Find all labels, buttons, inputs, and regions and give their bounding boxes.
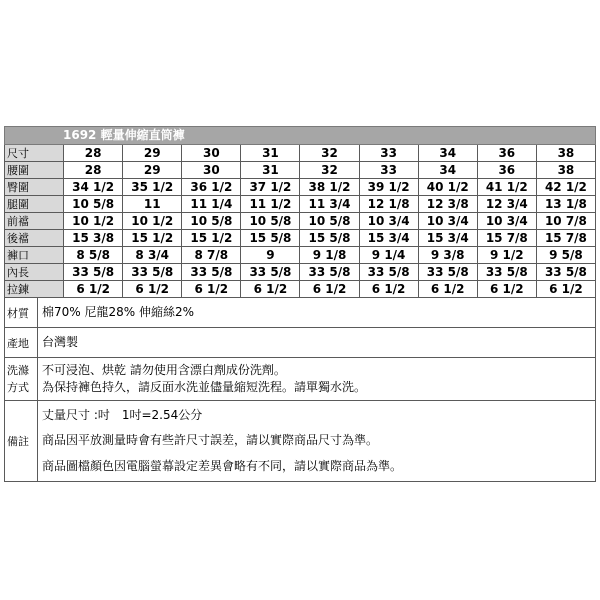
size-header-cell: 32 xyxy=(300,145,359,162)
measurement-cell: 28 xyxy=(64,162,123,179)
measurement-cell: 10 5/8 xyxy=(300,213,359,230)
measurement-cell: 12 1/8 xyxy=(359,196,418,213)
notes-line3: 商品圖檔顏色因電腦螢幕設定差異會略有不同，請以實際商品為準。 xyxy=(42,458,403,473)
measurement-cell: 34 1/2 xyxy=(64,179,123,196)
measurement-cell: 12 3/8 xyxy=(418,196,477,213)
measurement-row xyxy=(5,213,596,230)
product-title xyxy=(5,128,595,143)
size-header-cell: 34 xyxy=(418,145,477,162)
measurement-cell: 42 1/2 xyxy=(536,179,595,196)
measurement-cell: 15 5/8 xyxy=(241,230,300,247)
measurement-cell: 15 3/4 xyxy=(418,230,477,247)
measurement-cell: 33 5/8 xyxy=(300,264,359,281)
measurement-cell: 6 1/2 xyxy=(536,281,595,298)
measurement-label: 腿圍 xyxy=(5,196,64,213)
measurement-row xyxy=(5,179,596,196)
wash-label xyxy=(5,358,38,400)
measurement-cell: 33 5/8 xyxy=(182,264,241,281)
measurement-cell: 33 5/8 xyxy=(64,264,123,281)
product-spec-sheet xyxy=(4,126,596,482)
measurement-cell: 8 5/8 xyxy=(64,247,123,264)
material-row xyxy=(4,298,596,328)
measurement-cell: 10 7/8 xyxy=(536,213,595,230)
wash-value-cell xyxy=(38,358,595,400)
measurement-cell: 33 5/8 xyxy=(536,264,595,281)
measurement-cell: 38 1/2 xyxy=(300,179,359,196)
measurement-cell: 6 1/2 xyxy=(123,281,182,298)
notes-line2: 商品因平放測量時會有些許尺寸誤差，請以實際商品尺寸為準。 xyxy=(42,433,379,448)
title-row xyxy=(5,127,596,145)
measurement-cell: 39 1/2 xyxy=(359,179,418,196)
measurement-cell: 32 xyxy=(300,162,359,179)
measurement-cell: 40 1/2 xyxy=(418,179,477,196)
title-cell xyxy=(5,127,596,145)
measurement-cell: 9 5/8 xyxy=(536,247,595,264)
measurement-cell: 6 1/2 xyxy=(477,281,536,298)
material-label: 材質 xyxy=(5,298,38,327)
material-value: 棉70% 尼龍28% 伸縮絲2% xyxy=(42,305,195,319)
size-header-cell: 33 xyxy=(359,145,418,162)
wash-label-line2: 方式 xyxy=(7,381,29,394)
wash-label-line1: 洗滌 xyxy=(7,364,29,377)
measurement-cell: 10 3/4 xyxy=(477,213,536,230)
measurement-cell: 13 1/8 xyxy=(536,196,595,213)
size-header-cell: 38 xyxy=(536,145,595,162)
measurement-cell: 6 1/2 xyxy=(300,281,359,298)
size-header-cell: 31 xyxy=(241,145,300,162)
measurement-cell: 11 xyxy=(123,196,182,213)
measurement-cell: 15 1/2 xyxy=(182,230,241,247)
measurement-cell: 10 5/8 xyxy=(64,196,123,213)
measurement-cell: 9 xyxy=(241,247,300,264)
measurement-cell: 33 5/8 xyxy=(123,264,182,281)
measurement-cell: 37 1/2 xyxy=(241,179,300,196)
measurement-cell: 11 3/4 xyxy=(300,196,359,213)
measurement-cell: 33 xyxy=(359,162,418,179)
measurement-cell: 11 1/4 xyxy=(182,196,241,213)
measurement-cell: 10 1/2 xyxy=(64,213,123,230)
notes-label: 備註 xyxy=(5,401,38,481)
measurement-label: 拉鍊 xyxy=(5,281,64,298)
size-header-cell: 36 xyxy=(477,145,536,162)
origin-label: 產地 xyxy=(5,328,38,357)
notes-value-cell xyxy=(38,401,595,481)
measurement-cell: 15 7/8 xyxy=(536,230,595,247)
measurement-label: 內長 xyxy=(5,264,64,281)
measurement-cell: 35 1/2 xyxy=(123,179,182,196)
measurement-row xyxy=(5,264,596,281)
size-header-label: 尺寸 xyxy=(5,145,64,162)
measurement-cell: 33 5/8 xyxy=(418,264,477,281)
measurement-cell: 10 5/8 xyxy=(182,213,241,230)
size-header-cell: 30 xyxy=(182,145,241,162)
measurement-cell: 9 1/4 xyxy=(359,247,418,264)
measurement-cell: 9 1/2 xyxy=(477,247,536,264)
measurement-cell: 29 xyxy=(123,162,182,179)
measurement-label: 臀圍 xyxy=(5,179,64,196)
origin-value-cell xyxy=(38,328,595,357)
measurement-cell: 38 xyxy=(536,162,595,179)
measurement-cell: 11 1/2 xyxy=(241,196,300,213)
notes-line1: 丈量尺寸 :吋 1吋=2.54公分 xyxy=(42,408,203,423)
product-code: 1692 xyxy=(63,128,97,142)
measurement-cell: 41 1/2 xyxy=(477,179,536,196)
measurement-cell: 34 xyxy=(418,162,477,179)
measurement-cell: 10 1/2 xyxy=(123,213,182,230)
measurement-cell: 10 3/4 xyxy=(418,213,477,230)
wash-row xyxy=(4,358,596,401)
measurement-cell: 31 xyxy=(241,162,300,179)
measurement-cell: 30 xyxy=(182,162,241,179)
measurement-row xyxy=(5,247,596,264)
measurement-cell: 15 3/8 xyxy=(64,230,123,247)
measurement-row xyxy=(5,230,596,247)
measurement-cell: 33 5/8 xyxy=(477,264,536,281)
measurement-cell: 33 5/8 xyxy=(359,264,418,281)
size-header-cell: 29 xyxy=(123,145,182,162)
size-header-cell: 28 xyxy=(64,145,123,162)
measurement-cell: 8 3/4 xyxy=(123,247,182,264)
notes-row xyxy=(4,401,596,482)
measurement-cell: 10 3/4 xyxy=(359,213,418,230)
measurement-cell: 33 5/8 xyxy=(241,264,300,281)
measurement-cell: 9 1/8 xyxy=(300,247,359,264)
measurement-cell: 6 1/2 xyxy=(418,281,477,298)
measurement-cell: 6 1/2 xyxy=(182,281,241,298)
measurement-cell: 15 7/8 xyxy=(477,230,536,247)
measurement-cell: 6 1/2 xyxy=(241,281,300,298)
origin-value: 台灣製 xyxy=(42,335,79,349)
measurement-row xyxy=(5,281,596,298)
measurement-label: 前襠 xyxy=(5,213,64,230)
measurement-cell: 10 5/8 xyxy=(241,213,300,230)
measurement-cell: 8 7/8 xyxy=(182,247,241,264)
measurement-cell: 15 3/4 xyxy=(359,230,418,247)
product-name: 輕量伸縮直筒褲 xyxy=(100,128,185,142)
size-header-row xyxy=(5,145,596,162)
measurement-row xyxy=(5,196,596,213)
origin-row xyxy=(4,328,596,358)
measurement-cell: 15 5/8 xyxy=(300,230,359,247)
measurement-row xyxy=(5,162,596,179)
measurement-label: 後襠 xyxy=(5,230,64,247)
measurement-cell: 15 1/2 xyxy=(123,230,182,247)
measurement-cell: 12 3/4 xyxy=(477,196,536,213)
measurement-cell: 36 1/2 xyxy=(182,179,241,196)
measurement-cell: 36 xyxy=(477,162,536,179)
measurement-label: 腰圍 xyxy=(5,162,64,179)
size-table xyxy=(4,126,596,298)
measurement-cell: 9 3/8 xyxy=(418,247,477,264)
material-value-cell xyxy=(38,298,595,327)
wash-line2: 為保持褲色持久，請反面水洗並儘量縮短洗程。請單獨水洗。 xyxy=(42,380,367,394)
measurement-cell: 6 1/2 xyxy=(64,281,123,298)
measurement-label: 褲口 xyxy=(5,247,64,264)
measurement-cell: 6 1/2 xyxy=(359,281,418,298)
wash-line1: 不可浸泡、烘乾 請勿使用含漂白劑成份洗劑。 xyxy=(42,363,286,377)
